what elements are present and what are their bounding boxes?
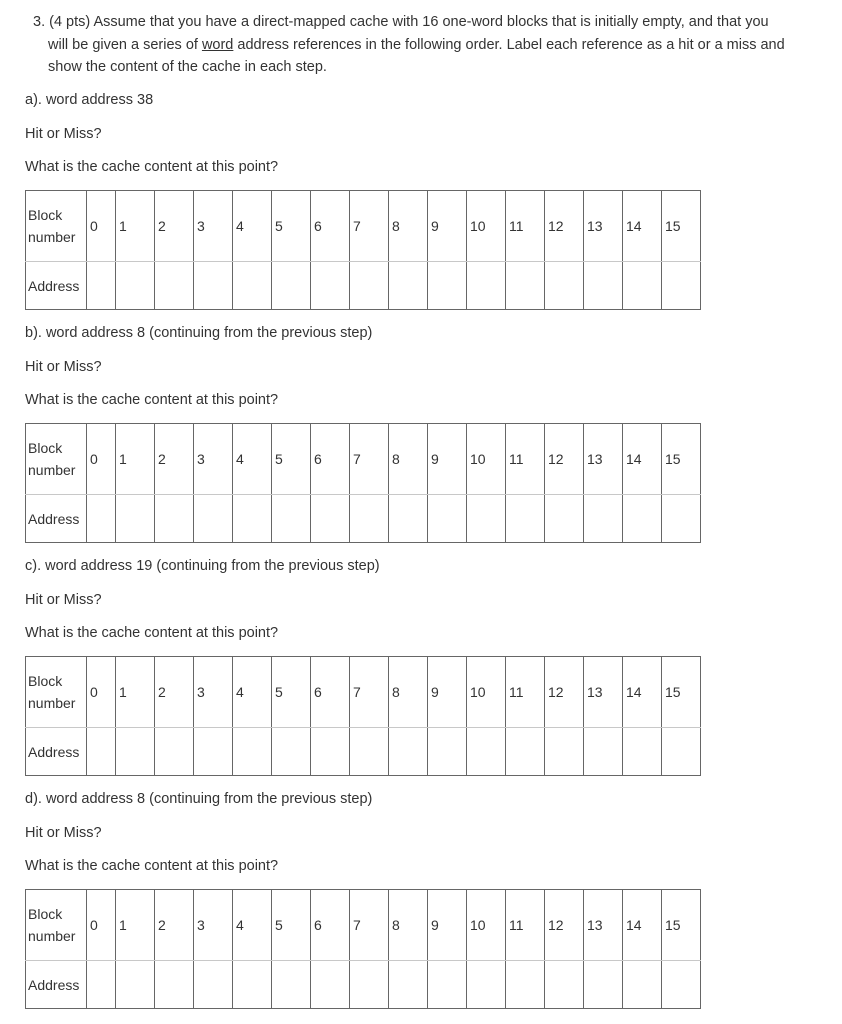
block-number-header: Block number: [26, 191, 87, 262]
block-number-cell: 13: [584, 657, 623, 728]
block-number-cell: 14: [623, 890, 662, 961]
block-number-cell: 5: [272, 191, 311, 262]
address-cell[interactable]: [428, 495, 467, 543]
question-line-2: will be given a series of word address references in the following order. Label each reference as a hit or a miss and: [48, 36, 785, 53]
block-number-cell: 1: [116, 657, 155, 728]
block-number-cell: 15: [662, 890, 701, 961]
block-number-cell: 9: [428, 657, 467, 728]
block-number-cell: 2: [155, 657, 194, 728]
question-line-3: show the content of the cache in each step.: [48, 59, 327, 75]
block-number-cell: 6: [311, 424, 350, 495]
address-cell[interactable]: [116, 728, 155, 776]
block-number-cell: 2: [155, 890, 194, 961]
block-number-cell: 15: [662, 424, 701, 495]
part-title: a). word address 38: [25, 92, 154, 108]
block-number-cell: 14: [623, 657, 662, 728]
block-number-cell: 10: [467, 424, 506, 495]
address-cell[interactable]: [87, 262, 116, 310]
block-number-cell: 9: [428, 191, 467, 262]
address-cell[interactable]: [662, 728, 701, 776]
block-number-cell: 9: [428, 424, 467, 495]
address-cell[interactable]: [311, 961, 350, 1009]
address-cell[interactable]: [506, 495, 545, 543]
block-number-cell: 0: [87, 890, 116, 961]
question-text: [33, 11, 823, 79]
hit-or-miss-prompt: Hit or Miss?: [25, 359, 102, 375]
address-cell[interactable]: [467, 728, 506, 776]
address-cell[interactable]: [506, 961, 545, 1009]
block-number-cell: 8: [389, 657, 428, 728]
address-cell[interactable]: [272, 495, 311, 543]
address-cell[interactable]: [194, 495, 233, 543]
address-cell[interactable]: [311, 262, 350, 310]
address-cell[interactable]: [194, 961, 233, 1009]
address-cell[interactable]: [389, 961, 428, 1009]
question-line-1: 3. (4 pts) Assume that you have a direct-mapped cache with 16 one-word blocks that is initially empty, and that you: [33, 14, 769, 30]
block-number-cell: 5: [272, 424, 311, 495]
block-number-cell: 8: [389, 890, 428, 961]
block-number-cell: 6: [311, 657, 350, 728]
address-cell[interactable]: [350, 262, 389, 310]
block-number-cell: 12: [545, 191, 584, 262]
address-cell[interactable]: [311, 495, 350, 543]
block-number-cell: 4: [233, 191, 272, 262]
block-number-cell: 11: [506, 890, 545, 961]
address-header: Address: [26, 495, 87, 543]
block-number-cell: 13: [584, 424, 623, 495]
address-row: [26, 262, 701, 310]
address-cell[interactable]: [350, 961, 389, 1009]
address-cell[interactable]: [584, 495, 623, 543]
block-number-cell: 11: [506, 191, 545, 262]
address-cell[interactable]: [272, 262, 311, 310]
address-cell[interactable]: [350, 728, 389, 776]
address-cell[interactable]: [584, 961, 623, 1009]
address-cell[interactable]: [662, 495, 701, 543]
address-cell[interactable]: [233, 262, 272, 310]
address-cell[interactable]: [428, 262, 467, 310]
block-number-cell: 14: [623, 424, 662, 495]
block-number-row: [26, 424, 701, 495]
address-cell[interactable]: [623, 262, 662, 310]
block-number-cell: 0: [87, 424, 116, 495]
part-title: d). word address 8 (continuing from the previous step): [25, 791, 373, 807]
address-cell[interactable]: [233, 728, 272, 776]
block-number-cell: 0: [87, 191, 116, 262]
address-cell[interactable]: [116, 961, 155, 1009]
block-number-cell: 3: [194, 191, 233, 262]
cache-table: [25, 656, 701, 776]
block-number-row: [26, 191, 701, 262]
block-number-cell: 6: [311, 191, 350, 262]
block-number-cell: 5: [272, 657, 311, 728]
address-cell[interactable]: [272, 961, 311, 1009]
block-number-cell: 10: [467, 657, 506, 728]
part-title: b). word address 8 (continuing from the previous step): [25, 325, 373, 341]
block-number-cell: 1: [116, 890, 155, 961]
address-cell[interactable]: [662, 961, 701, 1009]
block-number-cell: 5: [272, 890, 311, 961]
address-cell[interactable]: [350, 495, 389, 543]
address-cell[interactable]: [545, 728, 584, 776]
block-number-cell: 12: [545, 424, 584, 495]
address-cell[interactable]: [467, 961, 506, 1009]
block-number-cell: 8: [389, 191, 428, 262]
address-cell[interactable]: [623, 961, 662, 1009]
block-number-cell: 4: [233, 890, 272, 961]
address-cell[interactable]: [662, 262, 701, 310]
address-cell[interactable]: [467, 495, 506, 543]
address-cell[interactable]: [467, 262, 506, 310]
address-cell[interactable]: [87, 961, 116, 1009]
cache-content-prompt: What is the cache content at this point?: [25, 392, 279, 408]
address-header: Address: [26, 262, 87, 310]
block-number-cell: 7: [350, 191, 389, 262]
block-number-cell: 10: [467, 890, 506, 961]
block-number-cell: 14: [623, 191, 662, 262]
address-cell[interactable]: [623, 495, 662, 543]
address-cell[interactable]: [428, 728, 467, 776]
block-number-cell: 8: [389, 424, 428, 495]
block-number-cell: 10: [467, 191, 506, 262]
address-cell[interactable]: [584, 262, 623, 310]
block-number-header: Block number: [26, 424, 87, 495]
cache-content-prompt: What is the cache content at this point?: [25, 858, 279, 874]
cache-table: [25, 190, 701, 310]
address-cell[interactable]: [506, 728, 545, 776]
address-cell[interactable]: [506, 262, 545, 310]
block-number-cell: 11: [506, 424, 545, 495]
address-cell[interactable]: [428, 961, 467, 1009]
block-number-header: Block number: [26, 657, 87, 728]
block-number-cell: 15: [662, 191, 701, 262]
cache-table: [25, 423, 701, 543]
address-row: [26, 495, 701, 543]
block-number-row: [26, 890, 701, 961]
block-number-cell: 7: [350, 657, 389, 728]
address-cell[interactable]: [194, 728, 233, 776]
block-number-cell: 12: [545, 890, 584, 961]
block-number-cell: 7: [350, 890, 389, 961]
block-number-cell: 15: [662, 657, 701, 728]
block-number-cell: 1: [116, 191, 155, 262]
block-number-cell: 3: [194, 657, 233, 728]
cache-table: [25, 889, 701, 1009]
block-number-cell: 11: [506, 657, 545, 728]
address-cell[interactable]: [545, 262, 584, 310]
address-cell[interactable]: [233, 495, 272, 543]
block-number-cell: 9: [428, 890, 467, 961]
block-number-cell: 2: [155, 424, 194, 495]
address-cell[interactable]: [545, 961, 584, 1009]
address-row: [26, 728, 701, 776]
address-cell[interactable]: [87, 728, 116, 776]
block-number-cell: 2: [155, 191, 194, 262]
block-number-cell: 7: [350, 424, 389, 495]
block-number-cell: 3: [194, 424, 233, 495]
address-cell[interactable]: [311, 728, 350, 776]
address-cell[interactable]: [389, 728, 428, 776]
address-header: Address: [26, 961, 87, 1009]
hit-or-miss-prompt: Hit or Miss?: [25, 126, 102, 142]
block-number-cell: 13: [584, 890, 623, 961]
address-cell[interactable]: [584, 728, 623, 776]
hit-or-miss-prompt: Hit or Miss?: [25, 592, 102, 608]
address-header: Address: [26, 728, 87, 776]
address-cell[interactable]: [87, 495, 116, 543]
address-cell[interactable]: [272, 728, 311, 776]
block-number-cell: 4: [233, 657, 272, 728]
address-cell[interactable]: [389, 262, 428, 310]
address-cell[interactable]: [623, 728, 662, 776]
address-cell[interactable]: [116, 495, 155, 543]
block-number-header: Block number: [26, 890, 87, 961]
address-cell[interactable]: [233, 961, 272, 1009]
block-number-cell: 4: [233, 424, 272, 495]
cache-content-prompt: What is the cache content at this point?: [25, 159, 279, 175]
block-number-cell: 6: [311, 890, 350, 961]
block-number-cell: 0: [87, 657, 116, 728]
block-number-cell: 1: [116, 424, 155, 495]
address-cell[interactable]: [155, 728, 194, 776]
underlined-word: word: [201, 36, 234, 53]
address-cell[interactable]: [116, 262, 155, 310]
hit-or-miss-prompt: Hit or Miss?: [25, 825, 102, 841]
address-row: [26, 961, 701, 1009]
address-cell[interactable]: [155, 262, 194, 310]
block-number-row: [26, 657, 701, 728]
block-number-cell: 12: [545, 657, 584, 728]
part-title: c). word address 19 (continuing from the previous step): [25, 558, 380, 574]
block-number-cell: 3: [194, 890, 233, 961]
address-cell[interactable]: [155, 495, 194, 543]
address-cell[interactable]: [389, 495, 428, 543]
cache-content-prompt: What is the cache content at this point?: [25, 625, 279, 641]
address-cell[interactable]: [155, 961, 194, 1009]
address-cell[interactable]: [545, 495, 584, 543]
address-cell[interactable]: [194, 262, 233, 310]
block-number-cell: 13: [584, 191, 623, 262]
